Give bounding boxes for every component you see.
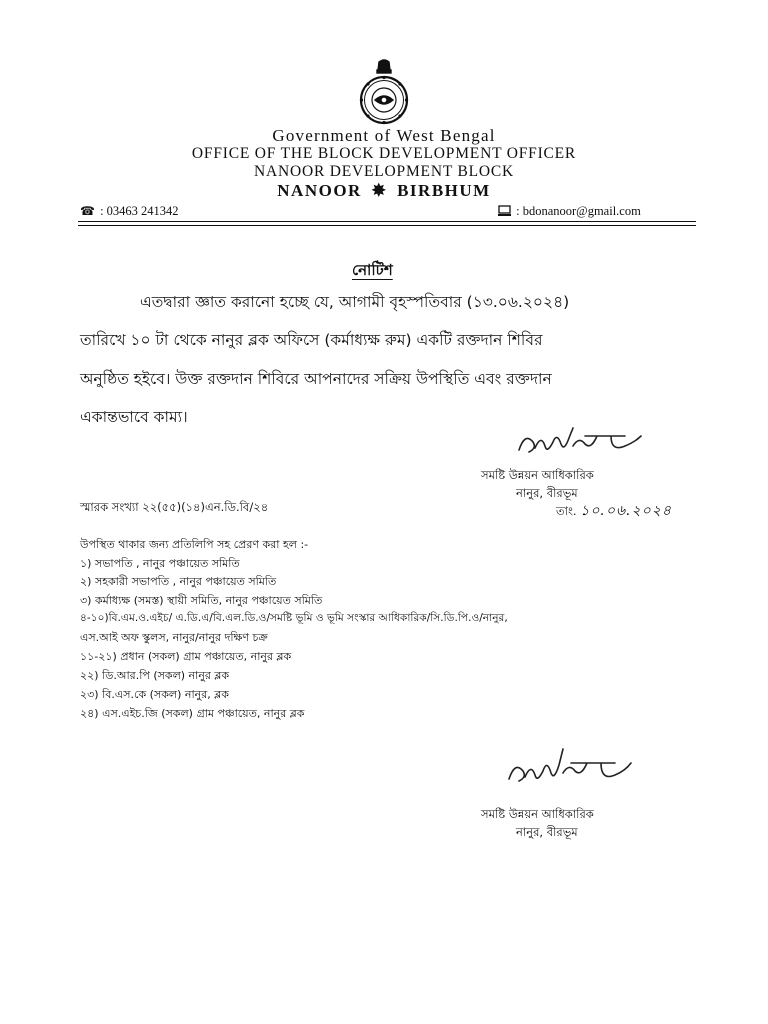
memo-number-value: ২২(৫৫)(১৪)এন.ডি.বি/২৪ xyxy=(142,500,269,514)
memo-date: তাং. ১০.০৬.২০২৪ xyxy=(556,503,672,519)
header-divider-bottom xyxy=(78,225,696,226)
copy-to-item: এস.আই অফ স্কুলস, নানুর/নানুর দক্ষিণ চক্র xyxy=(80,631,268,644)
copy-to-item: ৪-১০)বি.এম.ও.এইচ/ এ.ডি.এ/বি.এল.ডি.ও/সমষ্টি ভূমি ও ভূমি সংস্কার আধিকারিক/সি.ডি.পি.ও/নানুর, xyxy=(80,612,508,624)
signature-2-place: নানুর, বীরভূম xyxy=(516,825,578,839)
copy-to-item: ৩) কর্মাধ্যক্ষ (সমস্ত) স্থায়ী সমিতি, নানুর পঞ্চায়েত সমিতি xyxy=(80,594,323,607)
signature-1 xyxy=(515,424,645,466)
letterhead-block: NANOOR DEVELOPMENT BLOCK xyxy=(253,163,515,180)
copy-to-item: ২) সহকারী সভাপতি , নানুর পঞ্চায়েত সমিতি xyxy=(80,575,277,588)
place-right: BIRBHUM xyxy=(397,181,491,200)
notice-line-2: তারিখে ১০ টা থেকে নানুর ব্লক অফিসে (কর্মাধ্যক্ষ রুম) একটি রক্তদান শিবির xyxy=(80,331,543,349)
notice-line-1: এতদ্বারা জ্ঞাত করানো হচ্ছে যে, আগামী বৃহস্পতিবার (১৩.০৬.২০২৪) xyxy=(140,293,570,311)
copy-to-item: ১১-২১) প্রধান (সকল) গ্রাম পঞ্চায়েত, নানুর ব্লক xyxy=(80,650,292,663)
signature-1-designation: সমষ্টি উন্নয়ন আধিকারিক xyxy=(481,468,594,482)
telephone-icon: ☎ xyxy=(80,204,95,218)
copy-to-item: ২২) ডি.আর.পি (সকল) নানুর ব্লক xyxy=(80,669,230,682)
letterhead-place xyxy=(0,181,768,201)
signature-1-place: নানুর, বীরভূম xyxy=(516,486,578,500)
copy-to-item: ২৩) বি.এস.কে (সকল) নানুর, ব্লক xyxy=(80,688,229,701)
email-contact xyxy=(498,204,641,219)
phone-contact xyxy=(80,204,179,219)
memo-date-value: ১০.০৬.২০২৪ xyxy=(580,503,672,519)
notice-title: নোটিশ xyxy=(352,261,393,279)
notice-line-3: অনুষ্ঠিত হইবে। উক্ত রক্তদান শিবিরে আপনাদের সক্রিয় উপস্থিতি এবং রক্তদান xyxy=(80,370,552,388)
notice-line-4: একান্তভাবে কাম্য। xyxy=(80,408,188,426)
copy-to-heading: উপস্থিত থাকার জন্য প্রতিলিপি সহ প্রেরণ করা হল :- xyxy=(80,538,309,551)
header-divider-top xyxy=(78,221,696,222)
signature-2 xyxy=(505,745,635,797)
place-left: NANOOR xyxy=(277,181,362,200)
star-icon: ✸ xyxy=(371,181,388,200)
email-address: : bdonanoor@gmail.com xyxy=(516,204,641,218)
memo-number-label: স্মারক সংখ্যা xyxy=(80,500,139,514)
memo-date-label: তাং xyxy=(556,504,573,518)
copy-to-item: ২৪) এস.এইচ.জি (সকল) গ্রাম পঞ্চায়েত, নানুর ব্লক xyxy=(80,707,305,720)
computer-icon xyxy=(498,205,511,216)
signature-2-designation: সমষ্টি উন্নয়ন আধিকারিক xyxy=(481,807,594,821)
phone-number: : 03463 241342 xyxy=(100,204,179,218)
letterhead-office: OFFICE OF THE BLOCK DEVELOPMENT OFFICER xyxy=(191,145,577,162)
memo-number xyxy=(80,499,268,518)
west-bengal-emblem-icon xyxy=(343,58,425,126)
letterhead-government: Government of West Bengal xyxy=(272,126,496,145)
copy-to-item: ১) সভাপতি , নানুর পঞ্চায়েত সমিতি xyxy=(80,557,240,570)
